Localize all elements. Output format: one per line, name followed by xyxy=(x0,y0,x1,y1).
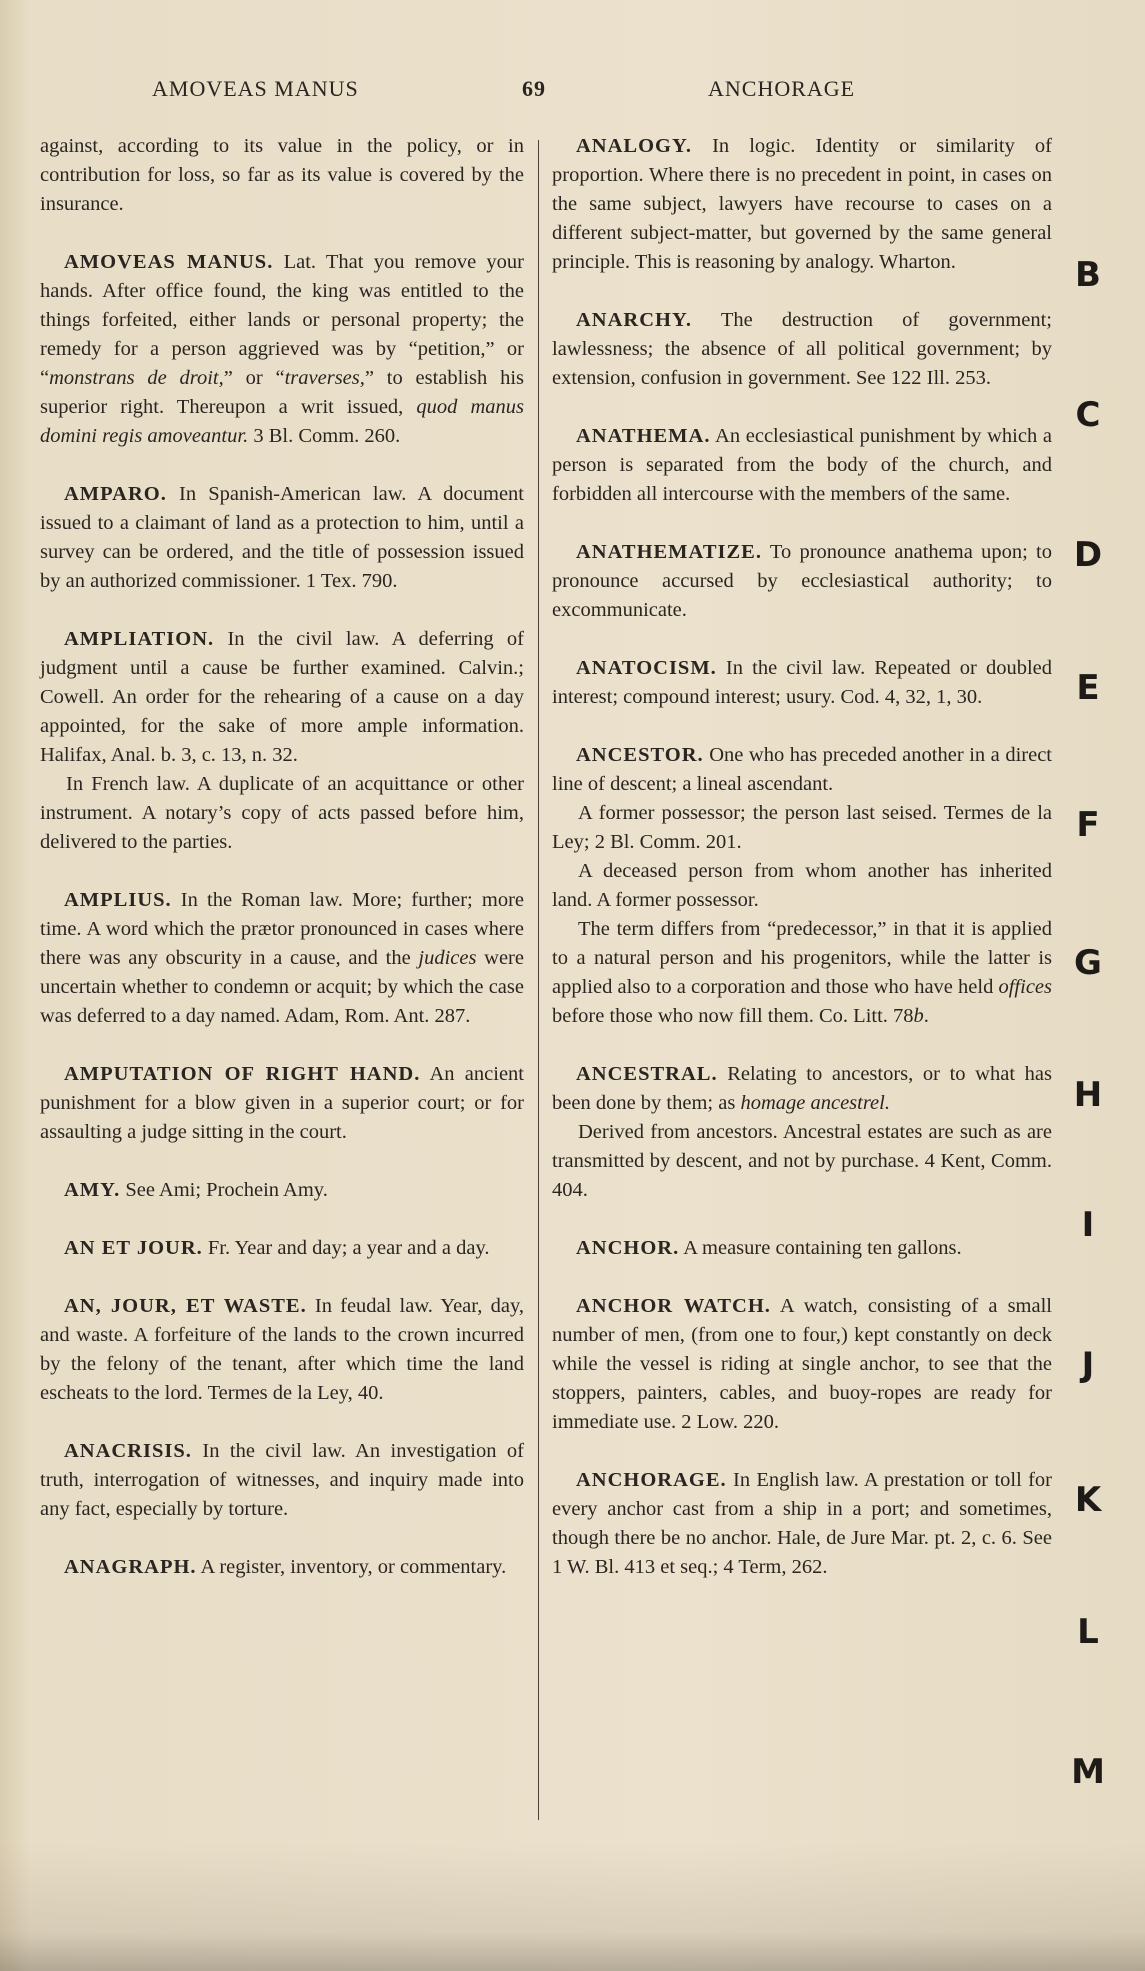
definition-text: In Spanish-American law. A document issued to a claimant of land as a protection to him, until a survey can be ordered, and the title of possession issued by an authorized commissioner. 1 Tex. 790. xyxy=(40,483,524,592)
thumb-tab-j[interactable]: J xyxy=(1081,1345,1095,1385)
headword: ANCESTRAL. xyxy=(576,1063,718,1085)
definition-text: A measure containing ten gallons. xyxy=(679,1237,962,1259)
header-left-guideword: AMOVEAS MANUS xyxy=(152,76,359,101)
thumb-tab-k[interactable]: K xyxy=(1074,1480,1102,1520)
headword: ANCHOR. xyxy=(576,1237,680,1259)
entry-amoveas-manus xyxy=(40,248,524,451)
entry-an-jour-et-waste xyxy=(40,1292,524,1408)
definition-text: homage ancestrel. xyxy=(740,1092,890,1114)
entry-ampliation xyxy=(40,625,524,857)
definition-text: offices xyxy=(998,976,1052,998)
definition-text: An ecclesiastical punishment by which a person is separated from the body of the church, and forbidden all intercourse with the members of the same. xyxy=(552,425,1052,505)
headword: AMPLIUS. xyxy=(64,889,172,911)
definition-text: were uncertain whether to condemn or acquit; by which the case was deferred to a day named. Adam, Rom. Ant. 287. xyxy=(40,947,524,1027)
headword: AMPUTATION OF RIGHT HAND. xyxy=(64,1063,421,1085)
entry-anatocism xyxy=(552,654,1052,712)
definition-text: traverses, xyxy=(284,367,365,389)
thumb-tab-c[interactable]: C xyxy=(1075,395,1101,435)
headword: AMY. xyxy=(64,1179,121,1201)
entry-anchor xyxy=(552,1234,1052,1263)
definition-text: A former possessor; the person last seised. Termes de la Ley; 2 Bl. Comm. 201. xyxy=(552,802,1052,853)
thumb-tab-f[interactable]: F xyxy=(1076,805,1100,845)
definition-text: In logic. Identity or similarity of proportion. Where there is no precedent in point, in cases on the same subject, lawyers have recourse to cases on a different subject-matter, but governed by the same general principle. This is reasoning by analogy. Wharton. xyxy=(552,135,1052,273)
definition-text: 3 Bl. Comm. 260. xyxy=(248,425,401,447)
headword: AMOVEAS MANUS. xyxy=(64,251,274,273)
headword: AN ET JOUR. xyxy=(64,1237,203,1259)
definition-text: One who has preceded another in a direct line of descent; a lineal ascendant. xyxy=(552,744,1052,795)
definition-text: b xyxy=(913,1005,924,1027)
definition-text: See Ami; Prochein Amy. xyxy=(120,1179,328,1201)
definition-text: In the civil law. A deferring of judgment until a cause be further examined. Calvin.; Cowell. An order for the rehearing of a cause on a day appointed, for the sake of more ample information. Halifax, Anal. b. 3, c. 13, n. 32. xyxy=(40,628,524,766)
headword: ANCESTOR. xyxy=(576,744,704,766)
definition-text: judices xyxy=(418,947,477,969)
thumb-tab-g[interactable]: G xyxy=(1074,943,1102,983)
definition-continuation: In French law. A duplicate of an acquittance or other instrument. A notary’s copy of acts passed before him, delivered to the parties. xyxy=(40,773,524,853)
definition-text: In feudal law. Year, day, and waste. A forfeiture of the lands to the crown incurred by the felony of the tenant, after which time the land escheats to the lord. Termes de la Ley, 40. xyxy=(40,1295,524,1404)
headword: ANARCHY. xyxy=(576,309,693,331)
continuation-paragraph: against, according to its value in the policy, or in contribution for loss, so far as its value is covered by the insurance. xyxy=(40,135,524,215)
definition-text: The term differs from “predecessor,” in that it is applied to a natural person and his progenitors, while the latter is applied also to a corporation and those who have held xyxy=(552,918,1052,998)
definition-text: The destruction of government; lawlessness; the absence of all political government; by extension, confusion in government. See 122 Ill. 253. xyxy=(552,309,1052,389)
definition-text: In the Roman law. More; further; more time. A word which the prætor pronounced in cases where there was any obscurity in a cause, and the xyxy=(40,889,524,969)
headword: ANALOGY. xyxy=(576,135,693,157)
thumb-tab-e[interactable]: E xyxy=(1076,668,1100,708)
definition-text: Relating to ancestors, or to what has been done by them; as xyxy=(552,1063,1052,1114)
entry-amparo xyxy=(40,480,524,596)
definition-text: A watch, consisting of a small number of men, (from one to four,) kept constantly on deck while the vessel is riding at single anchor, to see that the stoppers, painters, cables, and buoy-ropes are ready for immediate use. 2 Low. 220. xyxy=(552,1295,1052,1433)
entry-anchorage xyxy=(552,1466,1052,1582)
thumb-tab-m[interactable]: M xyxy=(1071,1752,1105,1792)
definition-text: A deceased person from whom another has inherited land. A former possessor. xyxy=(552,860,1052,911)
entry-ancestor xyxy=(552,741,1052,1031)
column-divider xyxy=(538,140,539,1820)
headword: ANAGRAPH. xyxy=(64,1556,197,1578)
thumb-tab-d[interactable]: D xyxy=(1073,535,1103,575)
headword: ANATHEMATIZE. xyxy=(576,541,762,563)
headword: ANATOCISM. xyxy=(576,657,717,679)
headword: ANATHEMA. xyxy=(576,425,711,447)
headword: AMPARO. xyxy=(64,483,167,505)
definition-text: In English law. A prestation or toll for every anchor cast from a ship in a port; and sometimes, though there be no anchor. Hale, de Jure Mar. pt. 2, c. 6. See 1 W. Bl. 413 et seq.; 4 Term, 262. xyxy=(552,1469,1052,1578)
definition-text: An ancient punishment for a blow given in a superior court; or for assaulting a judge sitting in the court. xyxy=(40,1063,524,1143)
definition-text: quod manus domini regis amoveantur. xyxy=(40,396,524,447)
thumb-tab-l[interactable]: L xyxy=(1077,1612,1099,1652)
entry-amy xyxy=(40,1176,524,1205)
right-column xyxy=(552,132,1052,1611)
headword: ANACRISIS. xyxy=(64,1440,192,1462)
definition-text: Derived from ancestors. Ancestral estates are such as are transmitted by descent, and not by purchase. 4 Kent, Comm. 404. xyxy=(552,1121,1052,1201)
entry-anagraph xyxy=(40,1553,524,1582)
definition-text: . xyxy=(923,1005,929,1027)
definition-text: monstrans de droit, xyxy=(49,367,224,389)
definition-text: Lat. That you remove your hands. After office found, the king was entitled to the things forfeited, either lands or personal property; the remedy for a person aggrieved was by “petition,” or “ xyxy=(40,251,524,389)
entry-ancestral xyxy=(552,1060,1052,1205)
left-column xyxy=(40,132,524,1611)
entry-an-et-jour xyxy=(40,1234,524,1263)
thumb-tab-b[interactable]: B xyxy=(1075,255,1101,295)
entry-analogy xyxy=(552,132,1052,277)
entry-amputation-of-right-hand xyxy=(40,1060,524,1147)
definition-continuation xyxy=(552,799,1052,857)
definition-text: A register, inventory, or commentary. xyxy=(196,1556,507,1578)
definition-text: Fr. Year and day; a year and a day. xyxy=(202,1237,490,1259)
headword: ANCHORAGE. xyxy=(576,1469,727,1491)
entry-anarchy xyxy=(552,306,1052,393)
definition-continuation xyxy=(552,857,1052,915)
entry-anathema xyxy=(552,422,1052,509)
entry-anathematize xyxy=(552,538,1052,625)
entry-amplius xyxy=(40,886,524,1031)
thumb-index-tabs xyxy=(1068,0,1118,1971)
definition-text: before those who now fill them. Co. Litt. 78 xyxy=(552,1005,914,1027)
headword: AMPLIATION. xyxy=(64,628,215,650)
definition-text: In the civil law. Repeated or doubled interest; compound interest; usury. Cod. 4, 32, 1, 30. xyxy=(552,657,1052,708)
page-number: 69 xyxy=(522,76,546,101)
thumb-tab-h[interactable]: H xyxy=(1073,1075,1103,1115)
definition-text: ” to establish his superior right. Thereupon a writ issued, xyxy=(40,367,524,418)
entry-anchor-watch xyxy=(552,1292,1052,1437)
thumb-tab-i[interactable]: I xyxy=(1081,1205,1095,1245)
entry-anacrisis xyxy=(40,1437,524,1524)
headword: ANCHOR WATCH. xyxy=(576,1295,771,1317)
definition-text: In the civil law. An investigation of truth, interrogation of witnesses, and inquiry made into any fact, especially by torture. xyxy=(40,1440,524,1520)
definition-text: ” or “ xyxy=(223,367,285,389)
header-right-guideword: ANCHORAGE xyxy=(708,76,856,101)
definition-text: To pronounce anathema upon; to pronounce accursed by ecclesiastical authority; to excommunicate. xyxy=(552,541,1052,621)
running-header xyxy=(0,76,1145,116)
page-edge-shadow xyxy=(0,1841,1145,1971)
headword: AN, JOUR, ET WASTE. xyxy=(64,1295,307,1317)
definition-continuation xyxy=(552,915,1052,1031)
definition-continuation xyxy=(552,1118,1052,1205)
